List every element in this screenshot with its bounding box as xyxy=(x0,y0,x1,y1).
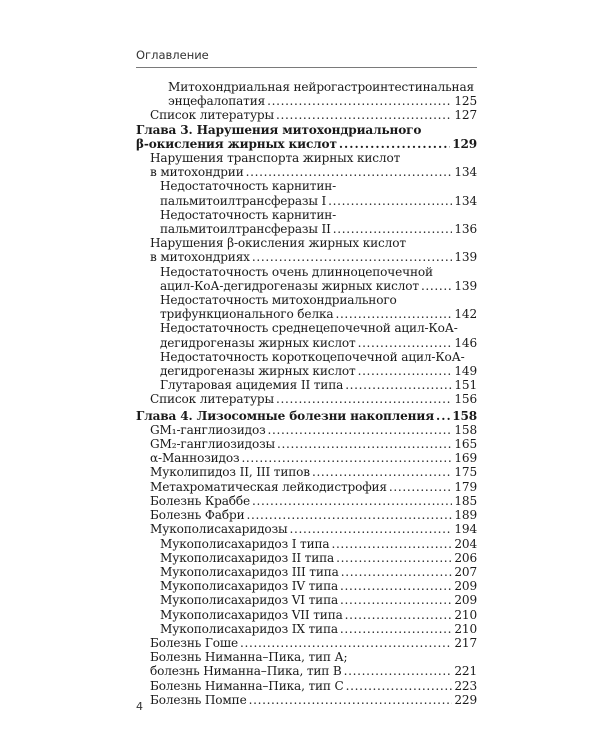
toc-entry-title: Мукополисахаридоз II типа xyxy=(160,550,335,565)
dot-leader xyxy=(389,480,452,494)
toc-page-number: 146 xyxy=(454,335,477,350)
toc-entry-title: Глава 4. Лизосомные болезни накопления xyxy=(136,408,434,423)
dot-leader xyxy=(336,551,452,565)
toc-entry-title: GM₁-ганглиозидоз xyxy=(150,422,266,437)
toc-entry-line xyxy=(136,137,477,151)
toc-page-number: 207 xyxy=(454,564,477,579)
toc-entry[interactable] xyxy=(160,265,477,293)
toc-entry-line xyxy=(150,522,477,536)
dot-leader xyxy=(241,451,452,465)
dot-leader xyxy=(290,522,453,536)
toc-entry-line xyxy=(150,494,477,508)
toc-entry-line xyxy=(160,565,477,579)
toc-entry-title: Мукополисахаридоз III типа xyxy=(160,564,339,579)
toc-page-number: 149 xyxy=(454,364,477,379)
toc-entry-line xyxy=(150,664,477,678)
toc-entry-line xyxy=(160,307,477,321)
toc-page-number: 189 xyxy=(454,508,477,523)
toc-entry[interactable] xyxy=(150,392,477,406)
toc-entry-title: в митохондрии xyxy=(150,165,244,180)
dot-leader xyxy=(240,636,452,650)
toc-page-number: 209 xyxy=(454,579,477,594)
toc-entry-line xyxy=(150,423,477,437)
dot-leader xyxy=(331,537,452,551)
dot-leader xyxy=(346,679,453,693)
toc-entry-line xyxy=(150,693,477,707)
toc-entry-line xyxy=(150,392,477,406)
toc-entry-title: Глутаровая ацидемия II типа xyxy=(160,378,344,393)
toc-page-number: 169 xyxy=(454,451,477,466)
toc-page-number: 210 xyxy=(454,607,477,622)
dot-leader xyxy=(339,137,450,151)
dot-leader xyxy=(340,579,452,593)
toc-entry[interactable] xyxy=(160,593,477,607)
toc-entry-line xyxy=(150,636,477,650)
toc-entry[interactable] xyxy=(150,451,477,465)
dot-leader xyxy=(328,194,452,208)
toc-entry-title: дегидрогеназы жирных кислот xyxy=(160,335,356,350)
toc-entry-line xyxy=(160,378,477,392)
toc-entry[interactable] xyxy=(150,679,477,693)
dot-leader xyxy=(341,565,453,579)
toc-entry-title: Болезнь Фабри xyxy=(150,508,245,523)
toc-entry[interactable] xyxy=(150,465,477,479)
toc-entry-title: Мукополисахаридоз VI типа xyxy=(160,593,339,608)
toc-entry-line xyxy=(160,593,477,607)
toc-page-number: 125 xyxy=(454,94,477,109)
toc-entry[interactable] xyxy=(160,179,477,207)
toc-page-number: 204 xyxy=(454,536,477,551)
dot-leader xyxy=(345,608,453,622)
toc-entry-title: GM₂-ганглиозидозы xyxy=(150,437,276,452)
dot-leader xyxy=(276,108,452,122)
toc-entry[interactable] xyxy=(150,423,477,437)
toc-page-number: 194 xyxy=(454,522,477,537)
toc-entry[interactable] xyxy=(150,151,477,179)
toc-entry-title-first-line: Глава 3. Нарушения митохондриального xyxy=(136,122,422,137)
dot-leader xyxy=(277,437,452,451)
toc-entry-title: α-Маннозидоз xyxy=(150,451,240,466)
toc-entry[interactable] xyxy=(160,537,477,551)
toc-entry-line xyxy=(160,279,477,293)
toc-entry-line xyxy=(150,465,477,479)
toc-page-number: 136 xyxy=(454,222,477,237)
toc-entry[interactable] xyxy=(160,622,477,636)
toc-page-number: 139 xyxy=(454,250,477,265)
toc-entry[interactable] xyxy=(160,293,477,321)
toc-entry[interactable] xyxy=(160,565,477,579)
toc-entry-line xyxy=(150,451,477,465)
dot-leader xyxy=(276,392,452,406)
toc-page-number: 179 xyxy=(454,479,477,494)
toc-entry-title: Мукополисахаридозы xyxy=(150,522,288,537)
toc-entry[interactable] xyxy=(160,608,477,622)
toc-entry[interactable] xyxy=(150,108,477,122)
toc-entry-title-first-line: Болезнь Ниманна–Пика, тип А; xyxy=(150,650,348,665)
dot-leader xyxy=(335,307,452,321)
toc-entry-line xyxy=(136,409,477,423)
dot-leader xyxy=(246,165,453,179)
toc-page-number: 134 xyxy=(454,165,477,180)
toc-page-number: 142 xyxy=(454,307,477,322)
dot-leader xyxy=(333,222,453,236)
running-header: Оглавление xyxy=(136,48,209,62)
toc-entry[interactable] xyxy=(160,551,477,565)
toc-chapter-entry[interactable] xyxy=(136,123,477,151)
toc-entry-line xyxy=(160,222,477,236)
toc-page-number: 217 xyxy=(454,635,477,650)
toc-page-number: 151 xyxy=(454,378,477,393)
toc-entry-line xyxy=(160,194,477,208)
toc-entry[interactable] xyxy=(168,80,477,108)
header-rule xyxy=(136,67,477,68)
toc-entry-line xyxy=(150,108,477,122)
toc-entry[interactable] xyxy=(150,236,477,264)
toc-entry-title: ацил-КоА-дегидрогеназы жирных кислот xyxy=(160,278,419,293)
toc-entry-line xyxy=(160,537,477,551)
toc-entry-title: Мукополисахаридоз IV типа xyxy=(160,579,339,594)
toc-entry-title: β-окисления жирных кислот xyxy=(136,136,337,151)
dot-leader xyxy=(340,622,452,636)
toc-entry-title: Болезнь Гоше xyxy=(150,635,238,650)
dot-leader xyxy=(340,593,452,607)
toc-entry-title: Мукополисахаридоз I типа xyxy=(160,536,330,551)
toc-page-number: 127 xyxy=(454,108,477,123)
toc-entry-line xyxy=(150,250,477,264)
toc-entry-line xyxy=(160,364,477,378)
toc-page-number: 134 xyxy=(454,193,477,208)
toc-entry-title-first-line: Недостаточность короткоцепочечной ацил-КоА- xyxy=(160,349,465,364)
toc-entry-title-first-line: Недостаточность карнитин- xyxy=(160,179,337,194)
toc-page-number: 129 xyxy=(452,136,477,151)
toc-entry-line xyxy=(168,94,477,108)
toc-entry-title-first-line: Недостаточность карнитин- xyxy=(160,207,337,222)
toc-entry-line xyxy=(150,437,477,451)
toc-entry[interactable] xyxy=(150,650,477,678)
table-of-contents xyxy=(136,80,477,707)
toc-entry-title-first-line: Недостаточность среднецепочечной ацил-КоА- xyxy=(160,321,458,336)
toc-entry-title: Муколипидоз II, III типов xyxy=(150,465,310,480)
toc-page-number: 175 xyxy=(454,465,477,480)
toc-page-number: 158 xyxy=(454,422,477,437)
toc-entry-line xyxy=(160,608,477,622)
toc-entry-title: в митохондриях xyxy=(150,250,250,265)
page-number: 4 xyxy=(136,700,143,713)
toc-entry-line xyxy=(150,165,477,179)
toc-entry-line xyxy=(160,336,477,350)
toc-page-number: 229 xyxy=(454,692,477,707)
toc-entry-title-first-line: Митохондриальная нейрогастроинтестинальная xyxy=(168,80,475,94)
toc-entry-title: Мукополисахаридоз IX типа xyxy=(160,621,338,636)
toc-entry-line xyxy=(150,480,477,494)
dot-leader xyxy=(421,279,452,293)
toc-entry[interactable] xyxy=(160,321,477,349)
toc-entry-title: энцефалопатия xyxy=(168,94,266,109)
toc-entry[interactable] xyxy=(150,508,477,522)
toc-entry-line xyxy=(160,579,477,593)
toc-entry-line xyxy=(160,622,477,636)
toc-entry[interactable] xyxy=(160,208,477,236)
dot-leader xyxy=(312,465,452,479)
toc-entry-line xyxy=(150,679,477,693)
toc-entry-title: трифункционального белка xyxy=(160,307,334,322)
toc-entry-title: Мукополисахаридоз VII типа xyxy=(160,607,343,622)
toc-entry[interactable] xyxy=(160,579,477,593)
toc-page-number: 185 xyxy=(454,493,477,508)
toc-entry-title: дегидрогеназы жирных кислот xyxy=(160,364,356,379)
toc-entry-line xyxy=(150,508,477,522)
toc-entry-title-first-line: Нарушения транспорта жирных кислот xyxy=(150,151,401,166)
dot-leader xyxy=(344,664,453,678)
toc-page-number: 210 xyxy=(454,621,477,636)
toc-entry[interactable] xyxy=(150,693,477,707)
toc-entry-line xyxy=(160,551,477,565)
dot-leader xyxy=(436,409,450,423)
toc-entry[interactable] xyxy=(150,636,477,650)
toc-chapter-entry[interactable] xyxy=(136,409,477,423)
toc-entry-title: болезнь Ниманна–Пика, тип В xyxy=(150,664,342,679)
toc-entry[interactable] xyxy=(150,494,477,508)
toc-entry-title-first-line: Недостаточность митохондриального xyxy=(160,293,397,308)
dot-leader xyxy=(252,250,453,264)
dot-leader xyxy=(268,423,453,437)
dot-leader xyxy=(246,508,452,522)
toc-page-number: 156 xyxy=(454,392,477,407)
toc-entry-title-first-line: Нарушения β-окисления жирных кислот xyxy=(150,236,406,251)
toc-entry-title: пальмитоилтрансферазы II xyxy=(160,222,331,237)
toc-entry[interactable] xyxy=(160,350,477,378)
toc-page-number: 209 xyxy=(454,593,477,608)
toc-entry-title: Болезнь Краббе xyxy=(150,493,251,508)
toc-entry[interactable] xyxy=(150,437,477,451)
toc-entry-title: Болезнь Ниманна–Пика, тип С xyxy=(150,678,344,693)
toc-page-number: 158 xyxy=(452,408,477,423)
toc-page-number: 223 xyxy=(454,678,477,693)
toc-entry-title: Список литературы xyxy=(150,108,274,123)
toc-entry-title: пальмитоилтрансферазы I xyxy=(160,193,327,208)
toc-page-number: 206 xyxy=(454,550,477,565)
toc-entry[interactable] xyxy=(160,378,477,392)
toc-entry-title: Метахроматическая лейкодистрофия xyxy=(150,479,387,494)
toc-page-number: 221 xyxy=(454,664,477,679)
dot-leader xyxy=(249,693,453,707)
dot-leader xyxy=(358,336,453,350)
dot-leader xyxy=(252,494,452,508)
dot-leader xyxy=(358,364,453,378)
toc-entry-title: Болезнь Помпе xyxy=(150,692,247,707)
dot-leader xyxy=(267,94,452,108)
toc-entry[interactable] xyxy=(150,480,477,494)
toc-entry-title-first-line: Недостаточность очень длинноцепочечной xyxy=(160,264,433,279)
toc-page-number: 139 xyxy=(454,278,477,293)
toc-entry[interactable] xyxy=(150,522,477,536)
toc-entry-title: Список литературы xyxy=(150,392,274,407)
toc-page-number: 165 xyxy=(454,437,477,452)
dot-leader xyxy=(345,378,452,392)
